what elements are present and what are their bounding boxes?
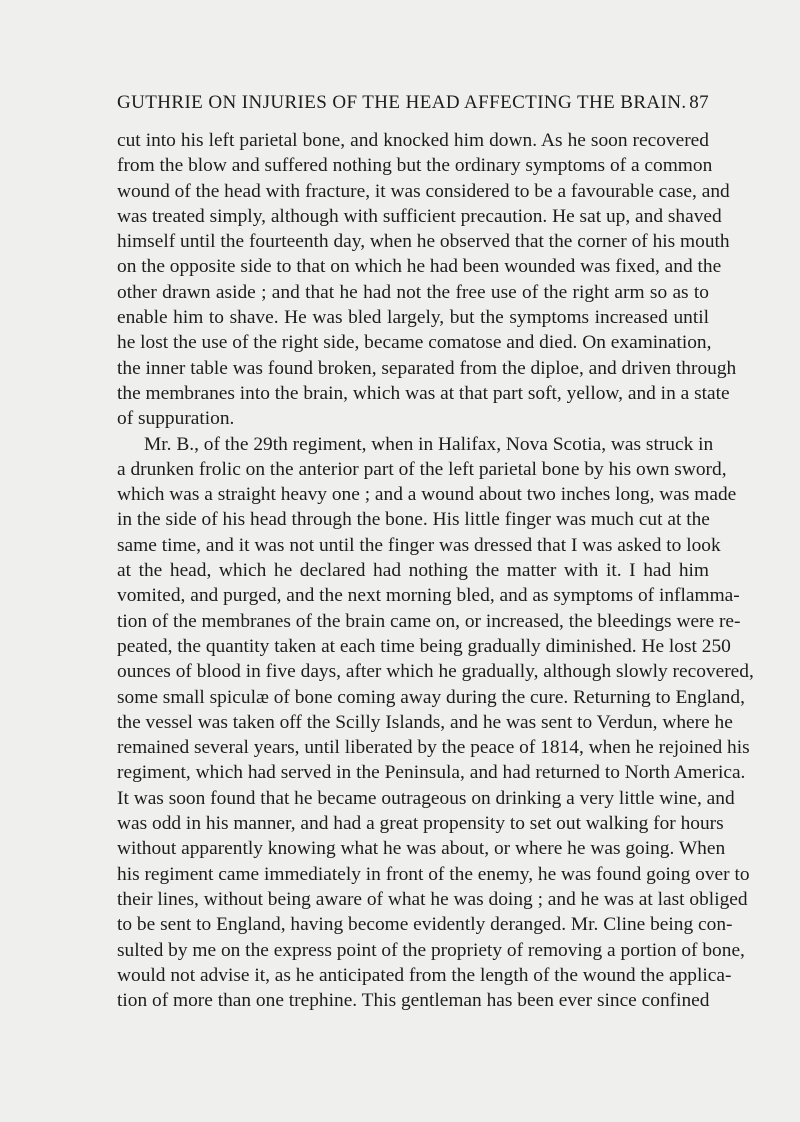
text-line: he lost the use of the right side, became comatose and died. On examination, bbox=[117, 332, 712, 354]
body-text bbox=[117, 128, 754, 1013]
text-line: at the head, which he declared had nothing the matter with it. I had him bbox=[117, 560, 709, 582]
text-line: the inner table was found broken, separated from the diploe, and driven through bbox=[117, 357, 737, 379]
text-line: without apparently knowing what he was about, or where he was going. When bbox=[117, 838, 726, 860]
text-line: vomited, and purged, and the next morning bled, and as symptoms of inflamma- bbox=[117, 585, 740, 607]
text-line: enable him to shave. He was bled largely, but the symptoms increased until bbox=[117, 307, 709, 329]
text-line: ounces of blood in five days, after which he gradually, although slowly recovered, bbox=[117, 661, 754, 683]
text-line: on the opposite side to that on which he had been wounded was fixed, and the bbox=[117, 256, 722, 278]
text-line: himself until the fourteenth day, when he observed that the corner of his mouth bbox=[117, 231, 730, 253]
text-line: some small spiculæ of bone coming away during the cure. Returning to England, bbox=[117, 686, 745, 708]
text-line: It was soon found that he became outrageous on drinking a very little wine, and bbox=[117, 787, 735, 809]
text-line: from the blow and suffered nothing but the ordinary symptoms of a common bbox=[117, 155, 713, 177]
text-line: a drunken frolic on the anterior part of the left parietal bone by his own sword, bbox=[117, 458, 727, 480]
text-line: in the side of his head through the bone. His little finger was much cut at the bbox=[117, 509, 710, 531]
text-line: to be sent to England, having become evidently deranged. Mr. Cline being con- bbox=[117, 914, 733, 936]
text-line: cut into his left parietal bone, and knocked him down. As he soon recovered bbox=[117, 130, 709, 151]
text-line: wound of the head with fracture, it was considered to be a favourable case, and bbox=[117, 180, 730, 202]
paragraph-1 bbox=[117, 128, 737, 432]
text-line: sulted by me on the express point of the propriety of removing a portion of bone, bbox=[117, 939, 745, 961]
text-line: their lines, without being aware of what he was doing ; and he was at last obliged bbox=[117, 888, 748, 910]
text-line: the vessel was taken off the Scilly Islands, and he was sent to Verdun, where he bbox=[117, 711, 733, 733]
text-line: remained several years, until liberated by the peace of 1814, when he rejoined his bbox=[117, 737, 750, 759]
running-head bbox=[117, 91, 709, 115]
text-line: of suppuration. bbox=[117, 408, 235, 430]
text-line: tion of the membranes of the brain came on, or increased, the bleedings were re- bbox=[117, 610, 741, 632]
text-line: Mr. B., of the 29th regiment, when in Halifax, Nova Scotia, was struck in bbox=[144, 433, 714, 455]
text-line: was odd in his manner, and had a great propensity to set out walking for hours bbox=[117, 813, 724, 835]
text-line: would not advise it, as he anticipated from the length of the wound the applica- bbox=[117, 964, 732, 986]
text-line: same time, and it was not until the finger was dressed that I was asked to look bbox=[117, 534, 721, 556]
page-number: 87 bbox=[689, 92, 709, 113]
text-line: was treated simply, although with sufficient precaution. He sat up, and shaved bbox=[117, 205, 722, 227]
running-title: GUTHRIE ON INJURIES OF THE HEAD AFFECTING THE BRAIN. bbox=[117, 92, 687, 113]
text-line: his regiment came immediately in front of the enemy, he was found going over to bbox=[117, 863, 750, 885]
text-line: tion of more than one trephine. This gentleman has been ever since confined bbox=[117, 990, 710, 1012]
text-line: which was a straight heavy one ; and a wound about two inches long, was made bbox=[117, 484, 737, 506]
text-line: the membranes into the brain, which was at that part soft, yellow, and in a state bbox=[117, 382, 730, 404]
text-line: peated, the quantity taken at each time being gradually diminished. He lost 250 bbox=[117, 635, 731, 657]
text-line: regiment, which had served in the Peninsula, and had returned to North America. bbox=[117, 762, 746, 784]
text-line: other drawn aside ; and that he had not the free use of the right arm so as to bbox=[117, 281, 709, 303]
paragraph-2 bbox=[117, 432, 754, 1014]
